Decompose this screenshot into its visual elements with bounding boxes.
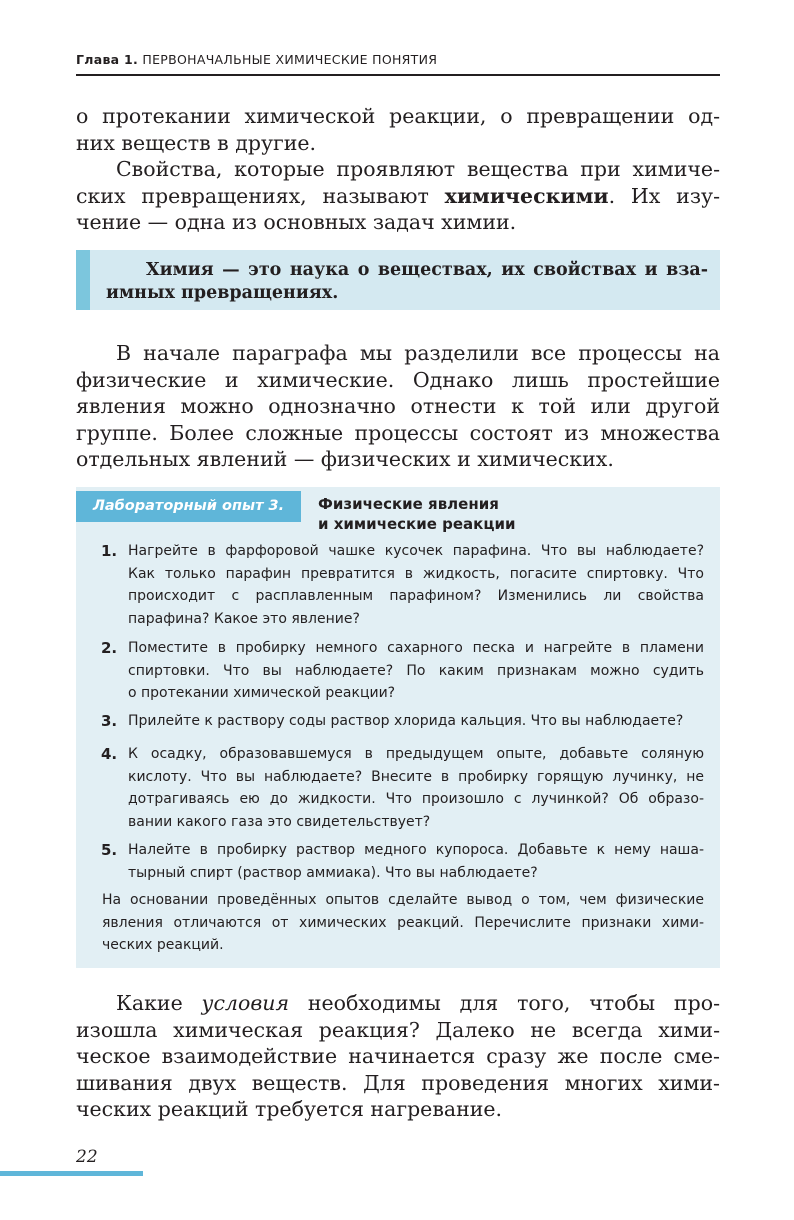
text-line: ских превращениях, называют химическими. Их изу- [76,183,721,208]
text-line: Химия — это наука о веществах, их свойствах и вза- [146,260,708,280]
paragraph-processes [76,340,720,473]
step-number: 4. [101,745,118,763]
paragraph-continuation [76,103,720,156]
lab-experiment-tag: Лабораторный опыт 3. [76,491,301,522]
paragraph-conditions [76,990,720,1123]
text-line: ческое взаимодействие начинается сразу же после сме- [76,1044,720,1068]
page-number: 22 [76,1147,98,1167]
footer-accent-bar [0,1171,143,1176]
text-line: них веществ в другие. [76,130,317,155]
paragraph-chemical-properties [76,156,720,236]
step-number: 3. [101,712,118,730]
text-line: отдельных явлений — физических и химических. [76,447,614,471]
text-line: шивания двух веществ. Для проведения многих хими- [76,1070,720,1095]
lab-conclusion: На основании проведённых опытов сделайте вывод о том, чем физические явления отличаются от химических реакций. Перечислите признаки хими- ческих реакций. [102,892,704,954]
definition-accent-bar [76,250,90,310]
text-line: о протекании химической реакции, о превращении од- [76,104,720,128]
step-text: Налейте в пробирку раствор медного купороса. Добавьте к нему наша- тырный спирт (раствор аммиака). Что вы наблюдаете? [128,842,704,881]
text-line: изошла химическая реакция? Далеко не всегда хими- [76,1017,720,1042]
term-chemical: химическими [444,183,609,208]
chapter-title: ПЕРВОНАЧАЛЬНЫЕ ХИМИЧЕСКИЕ ПОНЯТИЯ [142,52,438,67]
step-text: Поместите в пробирку немного сахарного песка и нагрейте в пламени спиртовки. Что вы наблюдаете? По каким признакам можно судить о протекании химической реакции? [128,640,704,702]
definition-box [76,250,720,310]
step-text: Прилейте к раствору соды раствор хлорида кальция. Что вы наблюдаете? [128,713,684,729]
text-line: Какие условия необходимы для того, чтобы про- [116,991,720,1015]
text-line: группе. Более сложные процессы состоят из множества [76,420,720,445]
step-text: К осадку, образовавшемуся в предыдущем опыте, добавьте соляную кислоту. Что вы наблюдаете? Внесите в пробирку горящую лучинку, не дотрагиваясь ею до жидкости. Что произошло с лучинкой? Об образо- вании какого газа это свидетельствует? [128,746,704,830]
text-line: Свойства, которые проявляют вещества при химиче- [116,157,720,181]
lab-experiment-title: Физические явления и химические реакции [318,495,516,533]
chapter-number: Глава 1. [76,52,139,67]
text-line: физические и химические. Однако лишь простейшие [76,367,720,392]
text-line: В начале параграфа мы разделили все процессы на [116,341,720,365]
term-conditions: условия [201,991,290,1015]
text-line: явления можно однозначно отнести к той или другой [76,394,720,418]
text-line: чение — одна из основных задач химии. [76,210,517,234]
step-text: Нагрейте в фарфоровой чашке кусочек парафина. Что вы наблюдаете? Как только парафин превратится в жидкость, погасите спиртовку. Что происходит с расплавленным парафином? Изменились ли свойства парафина? Какое это явление? [128,543,704,627]
text-line: ческих реакций требуется нагревание. [76,1097,503,1121]
step-number: 5. [101,841,118,859]
running-header [76,52,720,76]
text-line: имных превращениях. [106,283,339,303]
step-number: 2. [101,639,118,657]
definition-text [106,259,708,305]
step-number: 1. [101,542,118,560]
